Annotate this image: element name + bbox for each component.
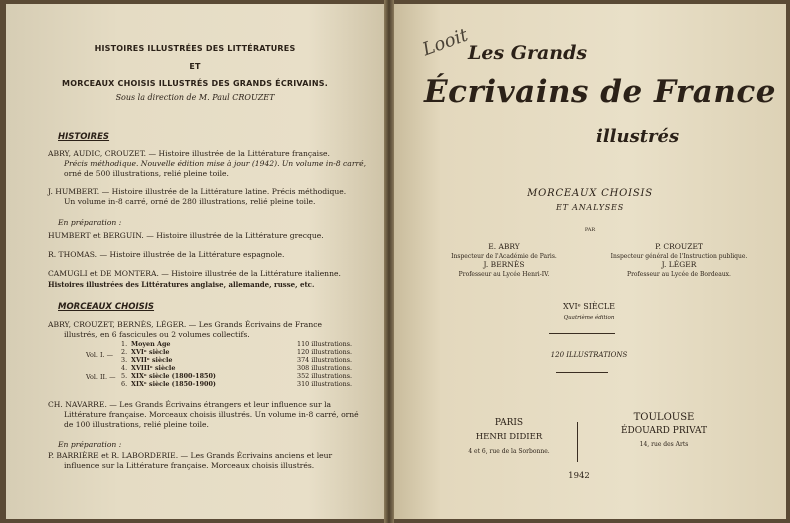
century-label: XVIᵉ SIÈCLE	[562, 302, 616, 311]
volume-row: 1. Moyen Age 110 illustrations.	[121, 340, 353, 348]
volumes-list	[121, 341, 371, 389]
subtitle-1: MORCEAUX CHOISIS	[527, 188, 653, 199]
prep2-line1: P. BARRIÈRE et R. LABORDERIE. — Les Grands Écrivains anciens et leur	[48, 451, 333, 460]
entry2-line1: J. HUMBERT. — Histoire illustrée de la Littérature latine. Précis méthodique.	[48, 187, 347, 196]
publisher2-city: TOULOUSE	[633, 412, 695, 423]
prep1-line3: CAMUGLI et DE MONTERA. — Histoire illustrée de la Littérature italienne.	[48, 269, 341, 278]
author3-role: Inspecteur général de l'Instruction publique.	[610, 253, 748, 260]
illustrations-count: 120 ILLUSTRATIONS	[550, 351, 628, 359]
author2-name: J. BERNÈS	[483, 260, 525, 269]
entry2-line2: Un volume in-8 carré, orné de 280 illustrations, relié pleine toile.	[64, 197, 316, 206]
author1-role: Inspecteur de l'Académie de Paris.	[451, 253, 557, 260]
handwritten-signature: Looit	[419, 24, 471, 61]
title-line1: Les Grands	[468, 42, 588, 64]
direction-line: Sous la direction de M. Paul CROUZET	[115, 93, 275, 102]
series-et: ET	[189, 62, 201, 71]
volume-row: 3. XVIIᵉ siècle 374 illustrations.	[121, 356, 353, 364]
author3-name: P. CROUZET	[655, 242, 703, 251]
publisher1-city: PARIS	[494, 418, 524, 428]
vol1-label: Vol. I. —	[86, 351, 113, 359]
entry1-line2: Précis méthodique. Nouvelle édition mise à jour (1942). Un volume in-8 carré,	[64, 159, 366, 168]
publication-year: 1942	[568, 471, 590, 481]
book-gutter	[384, 0, 394, 523]
volume-row: 4. XVIIIᵉ siècle 308 illustrations.	[121, 364, 353, 372]
morceaux-heading: MORCEAUX CHOISIS	[58, 302, 155, 312]
publisher2-name: ÉDOUARD PRIVAT	[620, 426, 708, 436]
prep1-line1: HUMBERT et BERGUIN. — Histoire illustrée de la Littérature grecque.	[48, 231, 324, 240]
entry4-line1: CH. NAVARRE. — Les Grands Écrivains étrangers et leur influence sur la	[48, 400, 332, 409]
author4-role: Professeur au Lycée de Bordeaux.	[627, 271, 731, 278]
par-label: PAR	[584, 227, 596, 233]
edition-label: Quatrième édition	[563, 315, 615, 321]
publisher1-address: 4 et 6, rue de la Sorbonne.	[468, 448, 550, 455]
prep1-label: En préparation :	[58, 218, 122, 227]
entry4-line3: de 100 illustrations, relié pleine toile.	[64, 420, 209, 429]
author4-name: J. LÉGER	[661, 260, 697, 269]
left-page	[6, 4, 384, 519]
prep1-line4: Histoires illustrées des Littératures anglaise, allemande, russe, etc.	[48, 280, 315, 289]
entry1-line1: ABRY, AUDIC, CROUZET. — Histoire illustrée de la Littérature française.	[48, 149, 330, 158]
series-title: HISTOIRES ILLUSTRÉES DES LITTÉRATURES	[94, 44, 296, 53]
publisher-separator	[577, 422, 578, 462]
volume-row: 6. XIXᵉ siècle (1850-1900) 310 illustrations.	[121, 380, 353, 388]
title-line3: illustrés	[596, 126, 680, 147]
title-line2: Écrivains de France	[424, 74, 776, 110]
publisher1-name: HENRI DIDIER	[475, 432, 543, 442]
subtitle-2: ET ANALYSES	[556, 203, 624, 212]
entry4-line2: Littérature française. Morceaux choisis illustrés. Un volume in-8 carré, orné	[64, 410, 359, 419]
histoires-heading: HISTOIRES	[58, 132, 110, 142]
right-page	[394, 4, 786, 519]
volume-row: 2. XVIᵉ siècle 120 illustrations.	[121, 348, 353, 356]
prep2-line2: influence sur la Littérature française. Morceaux choisis illustrés.	[64, 461, 315, 470]
entry3-line2: illustrés, en 6 fascicules ou 2 volumes collectifs.	[64, 330, 250, 339]
series-title-2: MORCEAUX CHOISIS ILLUSTRÉS DES GRANDS ÉCRIVAINS.	[62, 79, 328, 88]
volume-row: 5. XIXᵉ siècle (1800-1850) 352 illustrations.	[121, 372, 353, 380]
prep2-label: En préparation :	[58, 440, 122, 449]
entry3-line1: ABRY, CROUZET, BERNÈS, LÉGER. — Les Grands Écrivains de France	[48, 320, 322, 329]
author1-name: E. ABRY	[488, 242, 520, 251]
divider	[556, 372, 608, 373]
publisher2-address: 14, rue des Arts	[639, 441, 689, 448]
author2-role: Professeur au Lycée Henri-IV.	[458, 271, 550, 278]
divider	[549, 333, 615, 334]
entry1-line3: orné de 500 illustrations, relié pleine toile.	[64, 169, 229, 178]
prep1-line2: R. THOMAS. — Histoire illustrée de la Littérature espagnole.	[48, 250, 285, 259]
vol2-label: Vol. II. —	[86, 373, 116, 381]
